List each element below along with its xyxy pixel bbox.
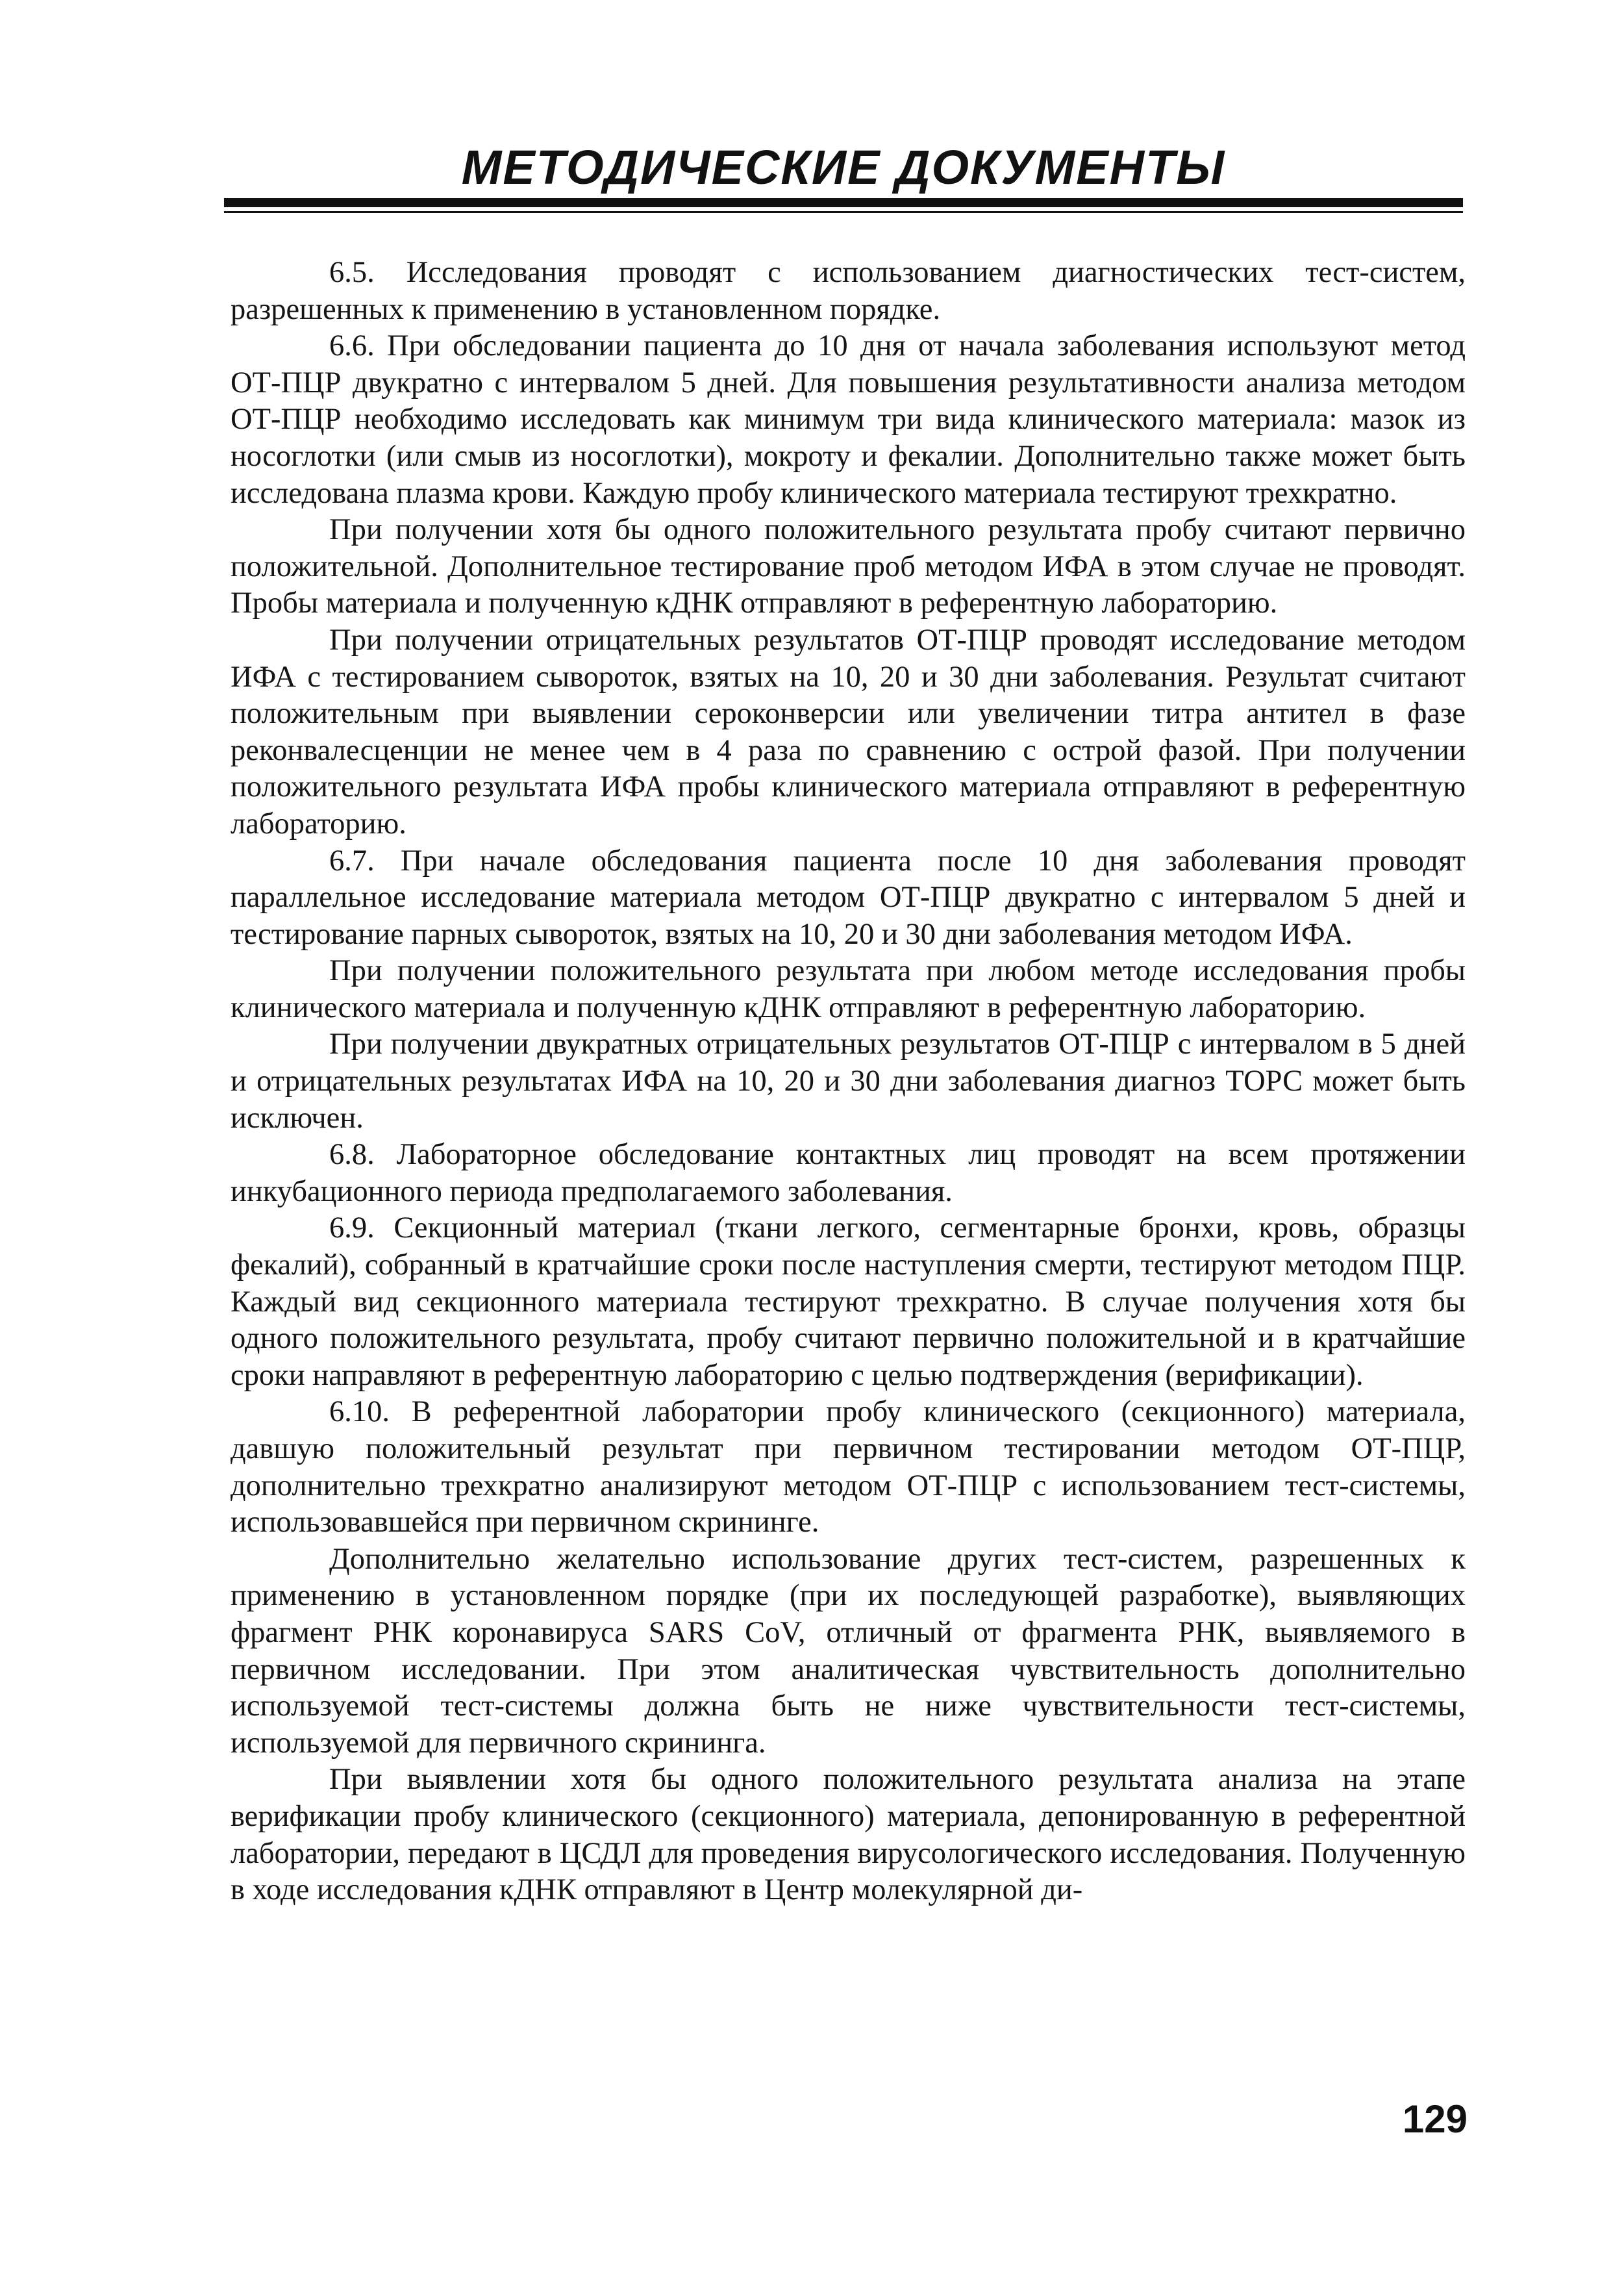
paragraph: Дополнительно желательно использование других тест-систем, разрешенных к применению в установленном порядке (при их последующей разработке), выявляющих фрагмент РНК коронавируса SARS CoV, отличный от фрагмента РНК, выявляемого в первичном исследовании. При этом аналитическая чувствительность дополнительно используемой тест-системы должна быть не ниже чувствительности тест-системы, используемой для первичного скрининга. xyxy=(231,1542,1466,1760)
paragraph-6-7: 6.7. При начале обследования пациента после 10 дня заболевания проводят параллельное исследование материала методом ОТ-ПЦР двукратно с интервалом 5 дней и тестирование парных сывороток, взятых на 10, 20 и 30 дни заболевания методом ИФА. xyxy=(231,844,1466,951)
paragraph-6-10: 6.10. В референтной лаборатории пробу клинического (секционного) материала, давшую положительный результат при первичном тестировании методом ОТ-ПЦР, дополнительно трехкратно анализируют методом ОТ-ПЦР с использованием тест-системы, использовавшейся при первичном скрининге. xyxy=(231,1395,1466,1539)
paragraph-6-6: 6.6. При обследовании пациента до 10 дня от начала заболевания используют метод ОТ-ПЦР двукратно с интервалом 5 дней. Для повышения результативности анализа методом ОТ-ПЦР необходимо исследовать как минимум три вида клинического материала: мазок из носоглотки (или смыв из носоглотки), мокроту и фекалии. Дополнительно также может быть исследована плазма крови. Каждую пробу клинического материала тестируют трехкратно. xyxy=(231,329,1466,510)
paragraph-6-8: 6.8. Лабораторное обследование контактных лиц проводят на всем протяжении инкубационного периода предполагаемого заболевания. xyxy=(231,1138,1466,1208)
header-rule-thin xyxy=(224,211,1463,213)
page-number: 129 xyxy=(1402,2097,1468,2141)
paragraph-6-9: 6.9. Секционный материал (ткани легкого, сегментарные бронхи, кровь, образцы фекалий), собранный в кратчайшие сроки после наступления смерти, тестируют методом ПЦР. Каждый вид секционного материала тестируют трехкратно. В случае получения хотя бы одного положительного результата, пробу считают первично положительной и в кратчайшие сроки направляют в референтную лабораторию с целью подтверждения (верификации). xyxy=(231,1211,1466,1392)
paragraph: При получении положительного результата при любом методе исследования пробы клинического материала и полученную кДНК отправляют в референтную лабораторию. xyxy=(231,954,1466,1024)
header-title: МЕТОДИЧЕСКИЕ ДОКУМЕНТЫ xyxy=(461,140,1226,194)
paragraph: При получении хотя бы одного положительного результата пробу считают первично положительной. Дополнительное тестирование проб методом ИФА в этом случае не проводят. Пробы материала и полученную кДНК отправляют в референтную лабораторию. xyxy=(231,513,1466,620)
header-rule-thick xyxy=(224,198,1463,207)
body-text xyxy=(231,255,1466,1909)
paragraph: При выявлении хотя бы одного положительного результата анализа на этапе верификации пробу клинического (секционного) материала, депонированную в референтной лаборатории, передают в ЦСДЛ для проведения вирусологического исследования. Полученную в ходе исследования кДНК отправляют в Центр молекулярной ди- xyxy=(231,1763,1466,1907)
paragraph-6-5: 6.5. Исследования проводят с использованием диагностических тест-систем, разрешенных к применению в установленном порядке. xyxy=(231,256,1466,326)
running-header xyxy=(224,140,1463,213)
paragraph: При получении отрицательных результатов ОТ-ПЦР проводят исследование методом ИФА с тестированием сывороток, взятых на 10, 20 и 30 дни заболевания. Результат считают положительным при выявлении сероконверсии или увеличении титра антител в фазе реконвалесценции не менее чем в 4 раза по сравнению с острой фазой. При получении положительного результата ИФА пробы клинического материала отправляют в референтную лабораторию. xyxy=(231,623,1466,840)
paragraph: При получении двукратных отрицательных результатов ОТ-ПЦР с интервалом в 5 дней и отрицательных результатах ИФА на 10, 20 и 30 дни заболевания диагноз ТОРС может быть исключен. xyxy=(231,1028,1466,1135)
